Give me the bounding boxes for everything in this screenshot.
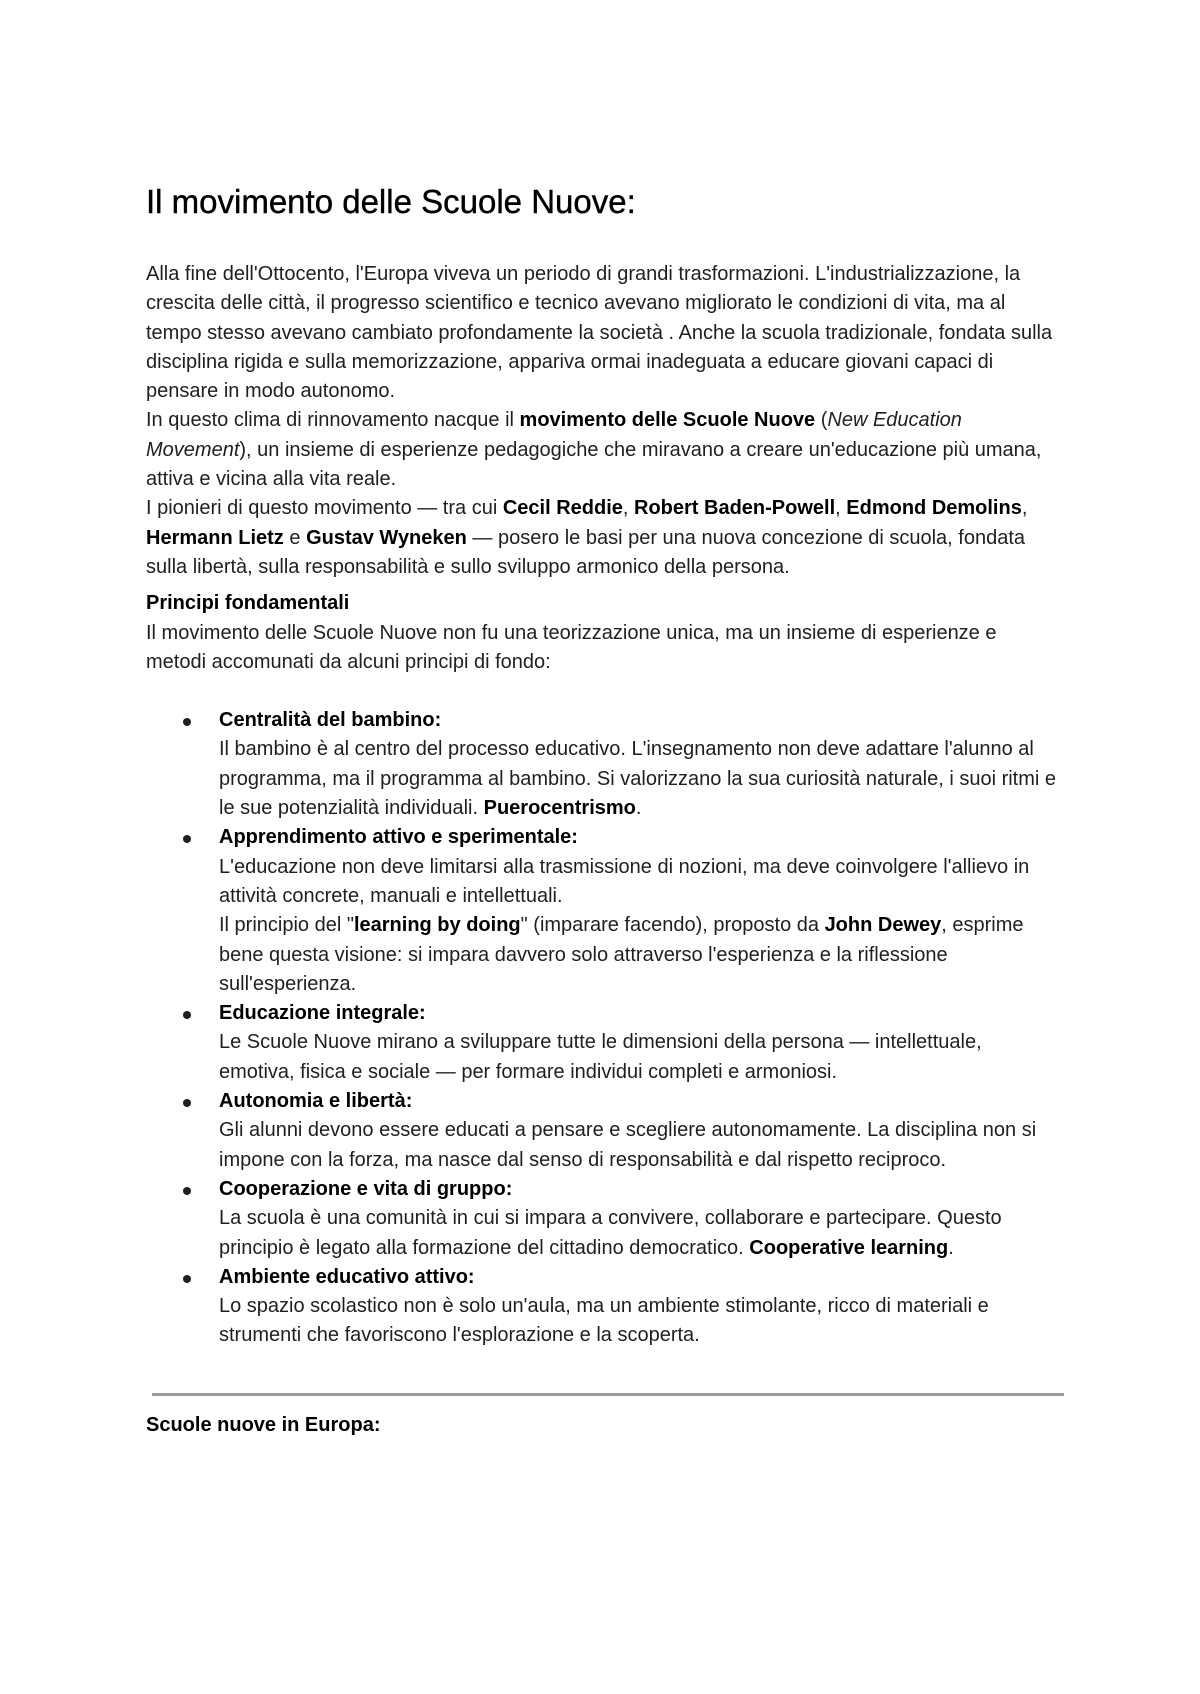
item-text: Il principio del " bbox=[219, 914, 354, 937]
principles-heading: Principi fondamentali bbox=[146, 592, 350, 615]
item-title: Apprendimento attivo e sperimentale: bbox=[219, 826, 578, 849]
item-title: Cooperazione e vita di gruppo: bbox=[219, 1177, 513, 1200]
item-keyword: Puerocentrismo bbox=[483, 797, 636, 820]
intro-text-2a: In questo clima di rinnovamento nacque il bbox=[146, 409, 520, 432]
item-text: La scuola è una comunità in cui si impara a convivere, collaborare e partecipare. Questo principio è legato alla formazione del cittadino democratico. bbox=[219, 1207, 1002, 1259]
list-item bbox=[146, 1087, 1060, 1175]
item-title: Autonomia e libertà: bbox=[219, 1090, 413, 1113]
list-item bbox=[146, 999, 1060, 1087]
pioneer-lietz: Hermann Lietz bbox=[146, 526, 284, 549]
item-text: . bbox=[635, 797, 642, 820]
item-title: Ambiente educativo attivo: bbox=[219, 1265, 475, 1288]
intro-text-1: Alla fine dell'Ottocento, l'Europa viveva un periodo di grandi trasformazioni. L'industrializzazione, la crescita delle città, il progresso scientifico e tecnico avevano migliorato le condizioni di vita, ma al tempo stesso avevano cambiato profondamente la società . Anche la scuola tradizionale, fondata sulla disciplina rigida e sulla memorizzazione, appariva ormai inadeguata a educare giovani capaci di pensare in modo autonomo. bbox=[146, 263, 1053, 403]
bullet-icon bbox=[183, 1099, 191, 1107]
item-body bbox=[219, 735, 1060, 823]
bullet-icon bbox=[183, 835, 191, 843]
list-item bbox=[146, 1263, 1060, 1351]
item-title: Centralità del bambino: bbox=[219, 709, 442, 732]
separator: e bbox=[283, 526, 307, 549]
item-body: Le Scuole Nuove mirano a sviluppare tutte le dimensioni della persona — intellettuale, emotiva, fisica e sociale — per formare individui completi e armoniosi. bbox=[219, 1031, 982, 1083]
item-body bbox=[219, 853, 1060, 999]
list-item bbox=[146, 823, 1060, 999]
intro-text-3-end: — posero le basi per una nuova concezione di scuola, fondata sulla libertà, sulla responsabilità e sullo sviluppo armonico della persona. bbox=[146, 526, 1026, 578]
item-keyword: learning by doing bbox=[353, 914, 521, 937]
pioneer-wyneken: Gustav Wyneken bbox=[306, 526, 467, 549]
list-item bbox=[146, 706, 1060, 823]
item-body: Lo spazio scolastico non è solo un'aula, ma un ambiente stimolante, ricco di materiali e strumenti che favoriscono l'esplorazione e la scoperta. bbox=[219, 1295, 989, 1347]
pioneer-reddie: Cecil Reddie bbox=[502, 497, 623, 520]
bullet-icon bbox=[183, 718, 191, 726]
separator: , bbox=[835, 497, 847, 520]
item-text: Il bambino è al centro del processo educativo. L'insegnamento non deve adattare l'alunno al programma, ma il programma al bambino. Si valorizzano la sua curiosità naturale, i suoi ritmi e le sue potenzialità individuali. bbox=[219, 738, 1057, 820]
separator: , bbox=[1021, 497, 1028, 520]
intro-paragraph-1 bbox=[146, 260, 1060, 582]
intro-text-2c: ( bbox=[815, 409, 828, 432]
movement-english-name: New Education Movement bbox=[146, 409, 962, 461]
horizontal-divider bbox=[152, 1393, 1064, 1396]
intro-text-3a: I pionieri di questo movimento — tra cui bbox=[146, 497, 503, 520]
pioneer-demolins: Edmond Demolins bbox=[846, 497, 1022, 520]
pioneer-baden-powell: Robert Baden-Powell bbox=[634, 497, 836, 520]
principles-list bbox=[146, 706, 1060, 1351]
item-text: " (imparare facendo), proposto da bbox=[520, 914, 825, 937]
bullet-icon bbox=[183, 1187, 191, 1195]
europe-section-heading: Scuole nuove in Europa: bbox=[146, 1413, 381, 1436]
list-item bbox=[146, 1175, 1060, 1263]
movement-name: movimento delle Scuole Nuove bbox=[519, 409, 816, 432]
item-text: . bbox=[948, 1236, 954, 1259]
bullet-icon bbox=[183, 1011, 191, 1019]
item-text: L'educazione non deve limitarsi alla trasmissione di nozioni, ma deve coinvolgere l'allievo in attività concrete, manuali e intellettuali. bbox=[219, 855, 1030, 907]
item-keyword: Cooperative learning bbox=[749, 1236, 949, 1259]
intro-text-2e: ), un insieme di esperienze pedagogiche che miravano a creare un'educazione più umana, attiva e vicina alla vita reale. bbox=[146, 438, 1042, 491]
bullet-icon bbox=[183, 1275, 191, 1283]
separator: , bbox=[622, 497, 634, 520]
item-body bbox=[219, 1204, 1060, 1263]
item-title: Educazione integrale: bbox=[219, 1002, 426, 1025]
principles-intro: Il movimento delle Scuole Nuove non fu una teorizzazione unica, ma un insieme di esperienze e metodi accomunati da alcuni principi di fondo: bbox=[146, 621, 997, 673]
item-text: , esprime bene questa visione: si impara davvero solo attraverso l'esperienza e la riflessione sull'esperienza. bbox=[219, 914, 1024, 995]
document-title: Il movimento delle Scuole Nuove: bbox=[146, 183, 636, 220]
item-body: Gli alunni devono essere educati a pensare e scegliere autonomamente. La disciplina non si impone con la forza, ma nasce dal senso di responsabilità e dal rispetto reciproco. bbox=[219, 1119, 1037, 1171]
item-keyword: John Dewey bbox=[824, 914, 942, 937]
